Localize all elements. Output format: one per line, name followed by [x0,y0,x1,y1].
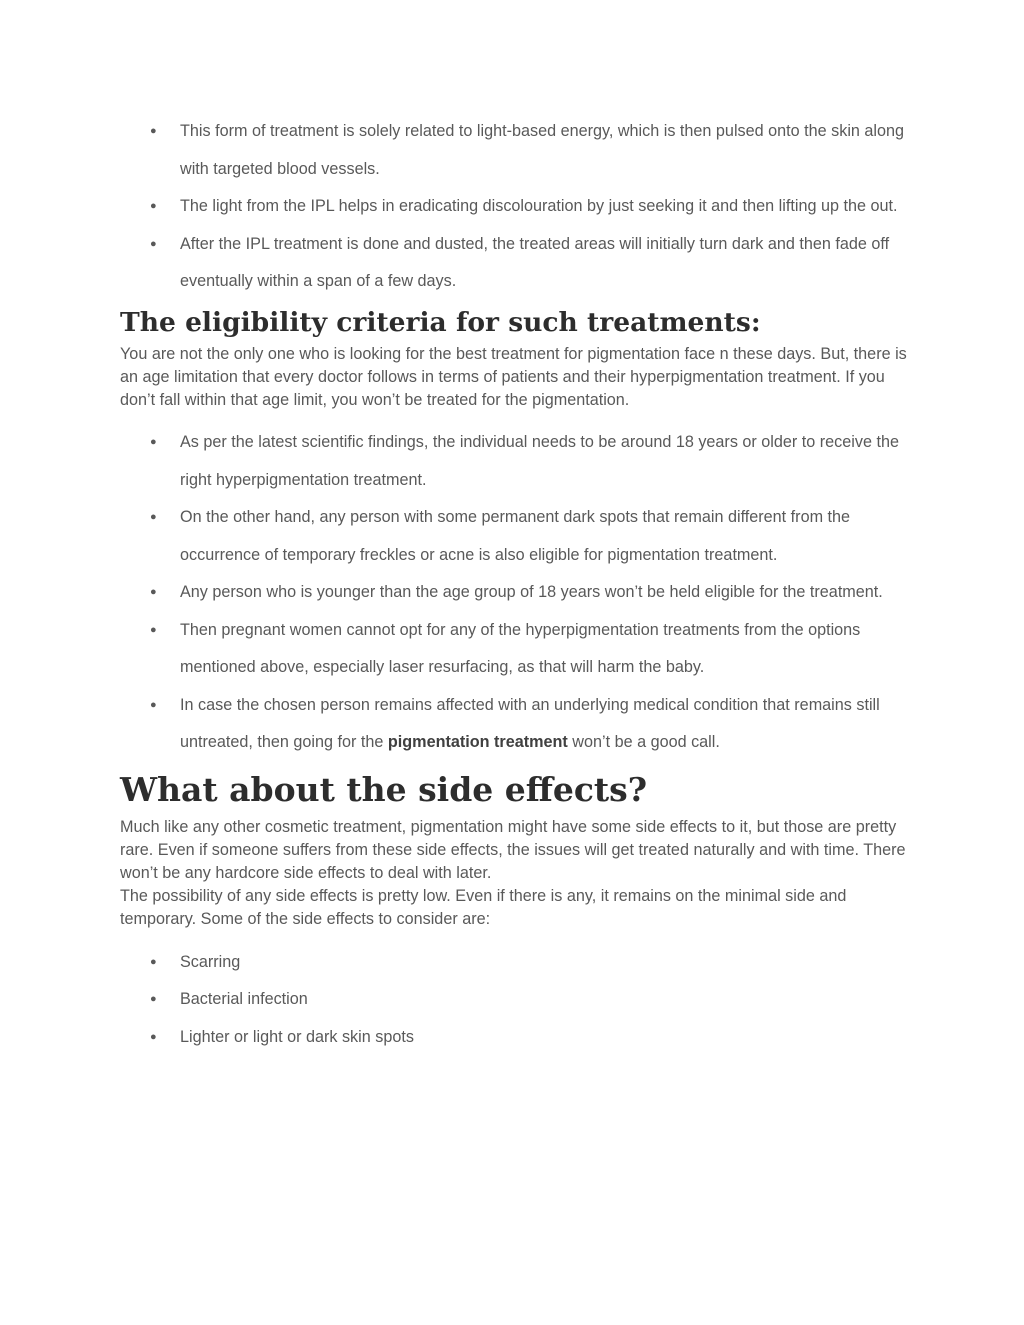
list-item [180,687,910,762]
list-item: ● After the IPL treatment is done and dusted, the treated areas will initially turn dark and then fade off eventually within a span of a few days. [180,226,910,301]
list-item: ● The light from the IPL helps in eradicating discolouration by just seeking it and then lifting up the out. [180,188,910,226]
eligibility-heading: The eligibility criteria for such treatments: [120,306,761,338]
bullet-text-before: In case the chosen person remains affected with an underlying medical condition that remains still untreated, then going for the [180,695,880,752]
document-content [120,113,910,1056]
list-item: ● Lighter or light or dark skin spots [180,1019,910,1057]
eligibility-bullet-list [120,424,910,762]
side-effects-bullet-list [120,944,910,1057]
side-effects-paragraph-2: The possibility of any side effects is pretty low. Even if there is any, it remains on the minimal side and temporary. Some of the side effects to consider are: [120,887,847,929]
ipl-bullet-list [120,113,910,301]
pigmentation-treatment-link: pigmentation treatment [387,733,568,752]
list-item: ● This form of treatment is solely related to light-based energy, which is then pulsed onto the skin along with targeted blood vessels. [180,113,910,188]
bullet-text-after: won’t be a good call. [567,733,720,752]
list-item: ● Scarring [180,944,910,982]
list-item: ● As per the latest scientific findings, the individual needs to be around 18 years or older to receive the right hyperpigmentation treatment. [180,424,910,499]
list-item: ● On the other hand, any person with some permanent dark spots that remain different from the occurrence of temporary freckles or acne is also eligible for pigmentation treatment. [180,499,910,574]
list-item: ● Any person who is younger than the age group of 18 years won’t be held eligible for the treatment. [180,574,910,612]
list-item: ● Then pregnant women cannot opt for any of the hyperpigmentation treatments from the options mentioned above, especially laser resurfacing, as that will harm the baby. [180,612,910,687]
side-effects-paragraph-1: Much like any other cosmetic treatment, pigmentation might have some side effects to it, but those are pretty rare. Even if someone suffers from these side effects, the issues will get treated naturally and with time. There won’t be any hardcore side effects to deal with later. [120,817,906,883]
eligibility-paragraph: You are not the only one who is looking for the best treatment for pigmentation face n these days. But, there is an age limitation that every doctor follows in terms of patients and their hyperpigmentation treatment. If you don’t fall within that age limit, you won’t be treated for the pigmentation. [120,344,907,409]
side-effects-heading: What about the side effects? [120,769,648,809]
list-item: ● Bacterial infection [180,981,910,1019]
